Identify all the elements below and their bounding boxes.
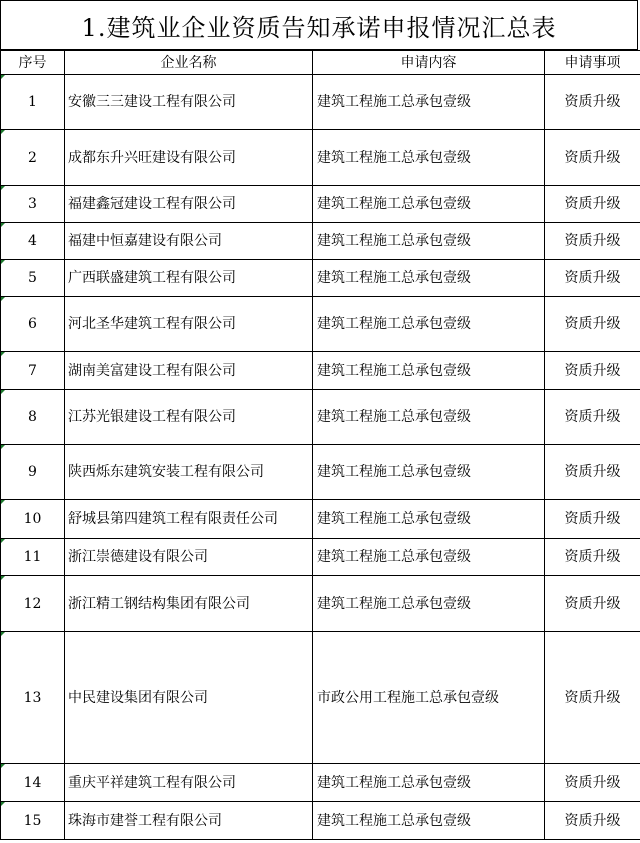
application-content-cell-text: 建筑工程施工总承包壹级: [317, 270, 471, 286]
application-content-cell[interactable]: [313, 445, 545, 500]
application-type-cell-text: 资质升级: [564, 464, 621, 480]
cell-marker-icon: [1, 260, 5, 264]
company-name-cell-text: 陕西烁东建筑安装工程有限公司: [68, 464, 264, 480]
table-row: [1, 764, 640, 802]
application-content-cell-text: 建筑工程施工总承包壹级: [317, 233, 471, 249]
table-row: [1, 297, 640, 352]
table-row: [1, 539, 640, 576]
application-content-cell[interactable]: [313, 764, 545, 802]
table-row: [1, 260, 640, 297]
company-name-cell[interactable]: [65, 186, 313, 223]
row-index[interactable]: [1, 390, 65, 445]
application-type-cell[interactable]: [545, 130, 640, 186]
table-row: [1, 75, 640, 130]
company-name-cell[interactable]: [65, 297, 313, 352]
row-index[interactable]: [1, 297, 65, 352]
application-type-cell[interactable]: [545, 297, 640, 352]
company-name-cell-text: 舒城县第四建筑工程有限责任公司: [68, 510, 278, 527]
company-name-cell[interactable]: [65, 223, 313, 260]
cell-marker-icon: [1, 186, 5, 190]
application-type-cell-text: 资质升级: [564, 549, 621, 565]
table-body: [1, 75, 640, 840]
company-name-cell[interactable]: [65, 802, 313, 840]
company-name-cell[interactable]: [65, 500, 313, 539]
application-content-cell[interactable]: [313, 539, 545, 576]
application-type-cell-text: 资质升级: [564, 774, 621, 791]
row-index[interactable]: [1, 500, 65, 539]
row-index-text: 2: [28, 149, 37, 166]
table-row: [1, 445, 640, 500]
row-index[interactable]: [1, 223, 65, 260]
company-name-cell-text: 珠海市建誉工程有限公司: [68, 812, 222, 829]
application-content-cell-text: 建筑工程施工总承包壹级: [317, 196, 471, 212]
cell-marker-icon: [1, 75, 5, 79]
company-name-cell-text: 中民建设集团有限公司: [68, 689, 208, 706]
application-content-cell[interactable]: [313, 260, 545, 297]
application-content-cell-text: 建筑工程施工总承包壹级: [317, 409, 471, 425]
application-type-cell-text: 资质升级: [564, 362, 621, 379]
application-type-cell-text: 资质升级: [564, 233, 621, 249]
application-type-cell-text: 资质升级: [564, 196, 621, 212]
header-index: 序号: [1, 51, 65, 75]
cell-marker-icon: [1, 445, 5, 449]
row-index-text: 3: [28, 196, 37, 212]
application-content-cell[interactable]: [313, 500, 545, 539]
company-name-cell[interactable]: [65, 539, 313, 576]
application-type-cell-text: 资质升级: [564, 316, 621, 332]
table-row: [1, 130, 640, 186]
row-index[interactable]: [1, 539, 65, 576]
company-name-cell[interactable]: [65, 576, 313, 632]
cell-marker-icon: [1, 500, 5, 504]
application-content-cell-text: 建筑工程施工总承包壹级: [317, 149, 471, 166]
row-index-text: 11: [23, 549, 42, 565]
application-content-cell[interactable]: [313, 186, 545, 223]
application-type-cell[interactable]: [545, 390, 640, 445]
application-content-cell-text: 建筑工程施工总承包壹级: [317, 812, 471, 829]
application-type-cell[interactable]: [545, 260, 640, 297]
application-content-cell-text: 建筑工程施工总承包壹级: [317, 549, 471, 565]
row-index-text: 7: [28, 362, 37, 379]
company-name-cell-text: 广西联盛建筑工程有限公司: [68, 270, 236, 286]
application-type-cell[interactable]: [545, 445, 640, 500]
row-index-text: 15: [23, 812, 42, 829]
table-row: [1, 500, 640, 539]
row-index-text: 4: [28, 233, 37, 249]
table-row: [1, 576, 640, 632]
row-index[interactable]: [1, 352, 65, 390]
cell-marker-icon: [1, 539, 5, 543]
application-content-cell-text: 建筑工程施工总承包壹级: [317, 316, 471, 332]
company-name-cell-text: 浙江精工钢结构集团有限公司: [68, 595, 250, 612]
application-type-cell[interactable]: [545, 802, 640, 840]
company-name-cell-text: 重庆平祥建筑工程有限公司: [68, 774, 236, 791]
row-index-text: 10: [23, 511, 42, 527]
row-index-text: 9: [28, 464, 37, 480]
company-name-cell-text: 浙江崇德建设有限公司: [68, 549, 208, 565]
company-name-cell[interactable]: [65, 352, 313, 390]
row-index[interactable]: [1, 130, 65, 186]
company-name-cell-text: 福建中恒嘉建设有限公司: [68, 233, 222, 249]
company-name-cell-text: 安徽三三建设工程有限公司: [68, 94, 236, 110]
company-name-cell-text: 湖南美富建设工程有限公司: [68, 362, 236, 379]
table-row: [1, 186, 640, 223]
application-type-cell[interactable]: [545, 539, 640, 576]
row-index[interactable]: [1, 260, 65, 297]
header-application-type: 申请事项: [545, 51, 640, 75]
company-name-cell[interactable]: [65, 260, 313, 297]
company-name-cell-text: 福建鑫冠建设工程有限公司: [68, 196, 236, 212]
application-content-cell[interactable]: [313, 130, 545, 186]
application-type-cell-text: 资质升级: [564, 94, 621, 110]
application-content-cell-text: 建筑工程施工总承包壹级: [317, 94, 471, 110]
cell-marker-icon: [1, 764, 5, 768]
application-content-cell-text: 建筑工程施工总承包壹级: [317, 362, 471, 379]
company-name-cell[interactable]: [65, 75, 313, 130]
application-type-cell[interactable]: [545, 500, 640, 539]
cell-marker-icon: [1, 297, 5, 301]
table-row: [1, 802, 640, 840]
cell-marker-icon: [1, 632, 5, 636]
row-index-text: 12: [23, 595, 42, 612]
application-type-cell[interactable]: [545, 223, 640, 260]
application-content-cell-text: 市政公用工程施工总承包壹级: [317, 689, 499, 706]
application-type-cell-text: 资质升级: [564, 270, 621, 286]
application-type-cell[interactable]: [545, 632, 640, 764]
application-content-cell-text: 建筑工程施工总承包壹级: [317, 774, 471, 791]
application-type-cell[interactable]: [545, 576, 640, 632]
cell-marker-icon: [1, 352, 5, 356]
company-name-cell[interactable]: [65, 764, 313, 802]
company-name-cell[interactable]: [65, 632, 313, 764]
application-content-cell[interactable]: [313, 802, 545, 840]
cell-marker-icon: [1, 802, 5, 806]
application-content-cell-text: 建筑工程施工总承包壹级: [317, 595, 471, 612]
row-index-text: 8: [28, 409, 37, 425]
application-content-cell[interactable]: [313, 75, 545, 130]
cell-marker-icon: [1, 390, 5, 394]
row-index-text: 6: [28, 316, 37, 332]
application-type-cell[interactable]: [545, 186, 640, 223]
table-row: [1, 390, 640, 445]
application-content-cell-text: 建筑工程施工总承包壹级: [317, 464, 471, 480]
table-row: [1, 352, 640, 390]
application-content-cell[interactable]: [313, 576, 545, 632]
application-type-cell-text: 资质升级: [564, 511, 621, 527]
application-type-cell-text: 资质升级: [564, 595, 621, 612]
row-index[interactable]: [1, 632, 65, 764]
application-content-cell[interactable]: [313, 632, 545, 764]
application-type-cell-text: 资质升级: [564, 409, 621, 425]
row-index[interactable]: [1, 576, 65, 632]
table-row: [1, 632, 640, 764]
cell-marker-icon: [1, 130, 5, 134]
table-title: 1.建筑业企业资质告知承诺申报情况汇总表: [0, 0, 638, 50]
header-application-content: 申请内容: [313, 51, 545, 75]
company-name-cell-text: 成都东升兴旺建设有限公司: [68, 149, 236, 166]
application-type-cell[interactable]: [545, 764, 640, 802]
application-type-cell-text: 资质升级: [564, 149, 621, 166]
cell-marker-icon: [1, 223, 5, 227]
application-type-cell[interactable]: [545, 75, 640, 130]
application-content-cell[interactable]: [313, 223, 545, 260]
application-type-cell-text: 资质升级: [564, 689, 621, 706]
row-index[interactable]: [1, 445, 65, 500]
application-content-cell[interactable]: [313, 297, 545, 352]
header-row: [1, 51, 640, 75]
application-content-cell-text: 建筑工程施工总承包壹级: [317, 511, 471, 527]
row-index-text: 14: [23, 774, 42, 791]
row-index[interactable]: [1, 75, 65, 130]
application-content-cell[interactable]: [313, 352, 545, 390]
application-type-cell-text: 资质升级: [564, 812, 621, 829]
company-name-cell-text: 河北圣华建筑工程有限公司: [68, 316, 236, 332]
summary-table: [0, 50, 640, 840]
row-index-text: 1: [28, 94, 37, 110]
cell-marker-icon: [1, 576, 5, 580]
row-index[interactable]: [1, 764, 65, 802]
company-name-cell-text: 江苏光银建设工程有限公司: [68, 409, 236, 425]
row-index[interactable]: [1, 802, 65, 840]
header-company-name: 企业名称: [65, 51, 313, 75]
row-index-text: 5: [28, 270, 37, 286]
company-name-cell[interactable]: [65, 445, 313, 500]
company-name-cell[interactable]: [65, 390, 313, 445]
application-type-cell[interactable]: [545, 352, 640, 390]
row-index[interactable]: [1, 186, 65, 223]
row-index-text: 13: [23, 689, 42, 706]
company-name-cell[interactable]: [65, 130, 313, 186]
application-content-cell[interactable]: [313, 390, 545, 445]
table-row: [1, 223, 640, 260]
